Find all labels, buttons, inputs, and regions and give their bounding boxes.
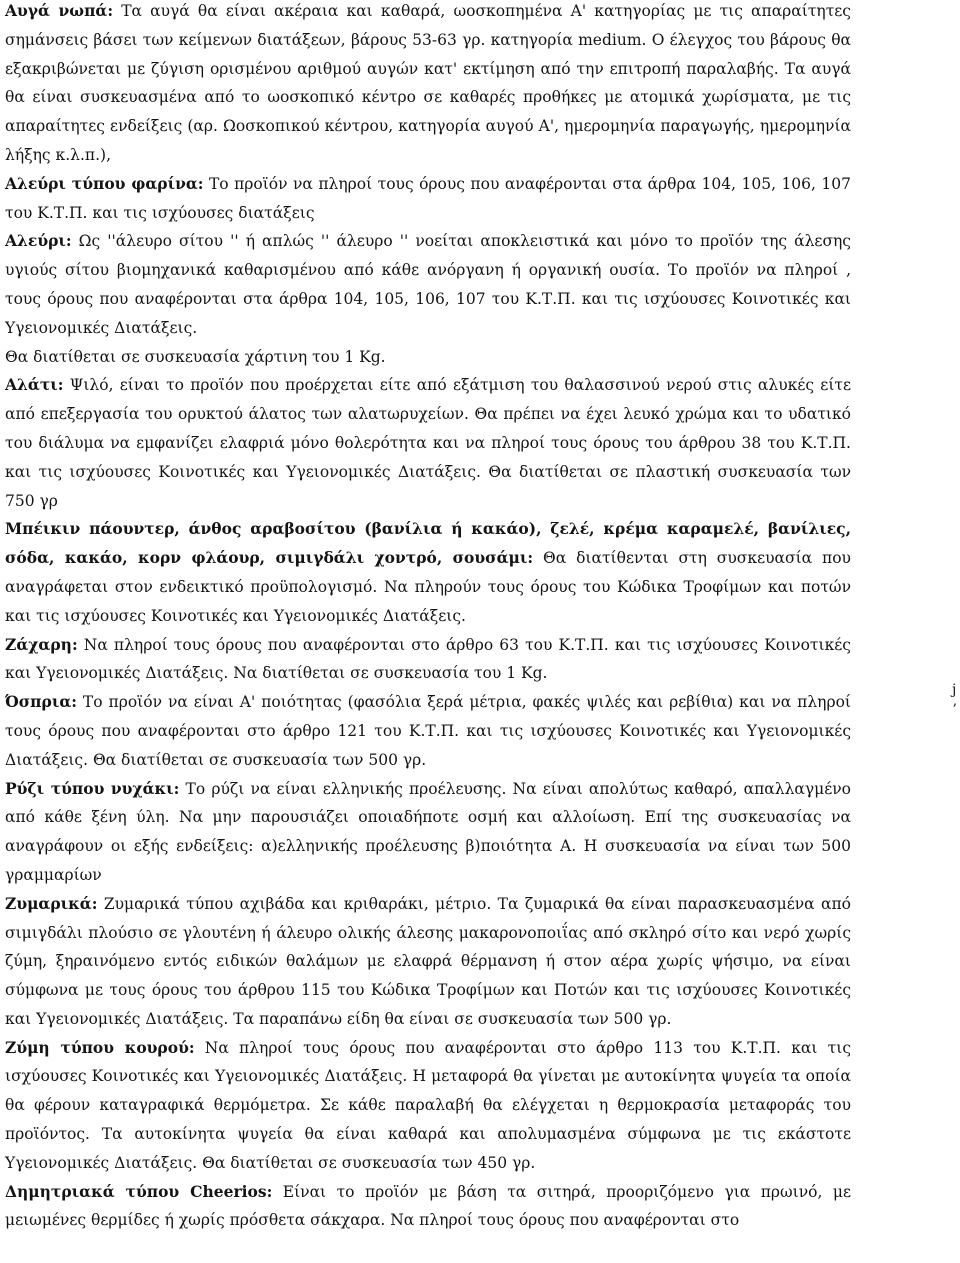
paragraph-kourou-dough [5, 1034, 851, 1178]
paragraph-text: Ψιλό, είναι το προϊόν που προέρχεται είτε από εξάτμιση του θαλασσινού νερού στις αλυκές είτε από επεξεργασία του ορυκτού άλατος των αλατωρυχείων. Θα πρέπει να έχει λευκό χρώμα και το υδατικό του διάλυμα να εμφανίζει ελαφριά μόνο θολερότητα και να πληροί τους όρους του άρθρου 38 του Κ.Τ.Π. και τις ισχύουσες Κοινοτικές και Υγειονομικές Διατάξεις. Θα διατίθεται σε πλαστική συσκευασία των 750 γρ [5, 376, 851, 510]
paragraph-text: Είναι το προϊόν με βάση τα σιτηρά, προοριζόμενο για πρωινό, με μειωμένες θερμίδες ή χωρίς πρόσθετα σάκχαρα. Να πληροί τους όρους που αναφέρονται στο [5, 1182, 851, 1230]
paragraph-flour [5, 227, 851, 342]
term-label: Αλεύρι: [5, 231, 72, 251]
term-label: Όσπρια: [5, 692, 77, 712]
term-label: Μπέικιν πάουντερ, άνθος αραβοσίτου (βανίλια ή κακάο), ζελέ, κρέμα καραμελέ, βανίλιες, σόδα, κακάο, κορν φλάουρ, σιμιγδάλι χοντρό, σουσάμι: [5, 519, 851, 568]
paragraph-text: Τα αυγά θα είναι ακέραια και καθαρά, ωοσκοπημένα Α' κατηγορίας με τις απαραίτητες σημάνσεις βάσει των κείμενων διατάξεων, βάρους 53-63 γρ. κατηγορία medium. Ο έλεγχος του βάρους θα εξακριβώνεται με ζύγιση ορισμένου αριθμού αυγών κατ' εκτίμηση από την επιτροπή παραλαβής. Τα αυγά θα είναι συσκευασμένα από το ωοσκοπικό κέντρο σε καθαρές προθήκες με ατομικά χωρίσματα, με τις απαραίτητες ενδείξεις (αρ. Ωοσκοπικού κέντρου, κατηγορία αυγού Α', ημερομηνία παραγωγής, ημερομηνία λήξης κ.λ.π.), [5, 2, 851, 164]
paragraph-text: Ως ''άλευρο σίτου '' ή απλώς '' άλευρο '' νοείται αποκλειστικά και μόνο το προϊόν της άλεσης υγιούς σίτου βιομηχανικά καθαρισμένου από κάθε ανόργανη ή οργανική ουσία. Το προϊόν να πληροί , τους όρους που αναφέρονται στα άρθρα 104, 105, 106, 107 του Κ.Τ.Π. και τις ισχύουσες Κοινοτικές και Υγειονομικές Διατάξεις. [5, 232, 851, 337]
paragraph-text: Θα διατίθεται σε συσκευασία χάρτινη του 1 Kg. [5, 347, 386, 366]
paragraph-rice [5, 775, 851, 890]
margin-mark: j [952, 682, 957, 698]
paragraph-text: Να πληροί τους όρους που αναφέρονται στο άρθρο 113 του Κ.Τ.Π. και τις ισχύουσες Κοινοτικές και Υγειονομικές Διατάξεις. Η μεταφορά θα γίνεται με αυτοκίνητα ψυγεία τα οποία θα φέρουν καταγραφικά θερμόμετρα. Σε κάθε παραλαβή θα ελέγχεται η θερμοκρασία μεταφοράς του προϊόντος. Τα αυτοκίνητα ψυγεία θα είναι καθαρά και απολυμασμένα σύμφωνα με τις εκάστοτε Υγειονομικές Διατάξεις. Θα διατίθεται σε συσκευασία των 450 γρ. [5, 1038, 851, 1172]
paragraph-farina-flour [5, 170, 851, 228]
paragraph-cereals [5, 1178, 851, 1236]
margin-mark: ʼ [952, 702, 957, 718]
paragraph-text: Θα διατίθενται στη συσκευασία που αναγράφεται στον ενδεικτικό προϋπολογισμό. Να πληρούν τους όρους του Κώδικα Τροφίμων και ποτών και τις ισχύουσες Κοινοτικές και Υγειονομικές Διατάξεις. [5, 549, 851, 625]
paragraph-flour-packaging [5, 343, 851, 372]
term-label: Ζυμαρικά: [5, 893, 98, 913]
term-label: Δημητριακά τύπου Cheerios: [5, 1181, 273, 1201]
paragraph-text: Ζυμαρικά τύπου αχιβάδα και κριθαράκι, μέτριο. Τα ζυμαρικά θα είναι παρασκευασμένα από σιμιγδάλι πλούσιο σε γλουτένη ή άλευρο ολικής άλεσης μακαρονοποιΐας από σκληρό σίτο και νερό χωρίς ζύμη, ξηραινόμενο εντός ειδικών θαλάμων με ελαφρά θέρμανση ή στον αέρα χωρίς ψήσιμο, να είναι σύμφωνα με τους όρους του άρθρου 115 του Κώδικα Τροφίμων και Ποτών και τις ισχύουσες Κοινοτικές και Υγειονομικές Διατάξεις. Τα παραπάνω είδη θα είναι σε συσκευασία των 500 γρ. [5, 894, 851, 1028]
paragraph-text: Το προϊόν να πληροί τους όρους που αναφέρονται στα άρθρα 104, 105, 106, 107 του Κ.Τ.Π. και τις ισχύουσες διατάξεις [5, 174, 851, 222]
term-label: Αυγά νωπά: [5, 1, 114, 20]
document-body [5, 0, 851, 1235]
paragraph-text: Το ρύζι να είναι ελληνικής προέλευσης. Να είναι απολύτως καθαρό, απαλλαγμένο από κάθε ξένη ύλη. Να μην παρουσιάζει οποιαδήποτε οσμή και αλλοίωση. Επί της συσκευασίας να αναγράφουν οι εξής ενδείξεις: α)ελληνικής προέλευσης β)ποιότητα Α. Η συσκευασία να είναι των 500 γραμμαρίων [5, 779, 851, 884]
term-label: Ζάχαρη: [5, 634, 78, 654]
term-label: Ζύμη τύπου κουρού: [5, 1037, 195, 1057]
paragraph-legumes [5, 688, 851, 774]
paragraph-salt [5, 371, 851, 515]
term-label: Ρύζι τύπου νυχάκι: [5, 778, 180, 798]
paragraph-sugar [5, 631, 851, 689]
paragraph-pasta [5, 890, 851, 1034]
paragraph-text: Το προϊόν να είναι Α' ποιότητας (φασόλια ξερά μέτρια, φακές ψιλές και ρεβίθια) και να πληροί τους όρους που αναφέρονται στο άρθρο 121 του Κ.Τ.Π. και τις ισχύουσες Κοινοτικές και Υγειονομικές Διατάξεις. Θα διατίθεται σε συσκευασία των 500 γρ. [5, 693, 851, 769]
paragraph-baking-items [5, 515, 851, 630]
term-label: Αλεύρι τύπου φαρίνα: [5, 173, 204, 193]
paragraph-eggs [5, 0, 851, 170]
term-label: Αλάτι: [5, 375, 64, 395]
paragraph-text: Να πληροί τους όρους που αναφέρονται στο άρθρο 63 του Κ.Τ.Π. και τις ισχύουσες Κοινοτικές και Υγειονομικές Διατάξεις. Να διατίθεται σε συσκευασία του 1 Kg. [5, 635, 851, 683]
